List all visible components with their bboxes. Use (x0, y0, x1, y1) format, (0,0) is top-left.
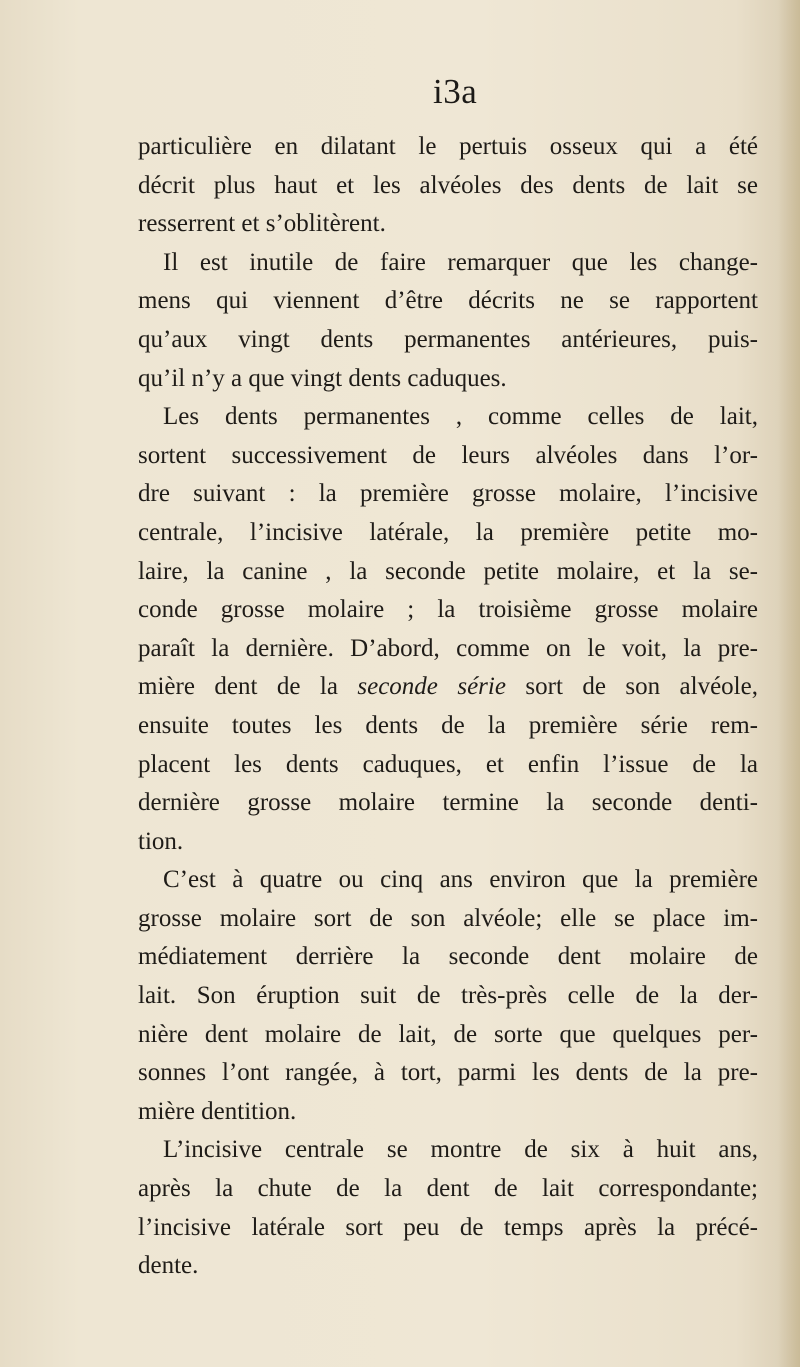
text-line: dente. (138, 1252, 199, 1280)
text-line: ensuite toutes les dents de la première série rem- (138, 711, 758, 739)
paragraph (138, 398, 758, 861)
text-line: tion. (138, 827, 184, 855)
text-line: qu’aux vingt dents permanentes antérieures, puis- (138, 325, 758, 353)
text-line: lait. Son éruption suit de très-près celle de la der- (138, 982, 758, 1010)
text-line: l’incisive latérale sort peu de temps après la précé- (138, 1213, 758, 1241)
body-text (138, 128, 758, 1286)
text-line: centrale, l’incisive latérale, la première petite mo- (138, 518, 758, 546)
text-line: dre suivant : la première grosse molaire, l’incisive (138, 480, 758, 508)
text-line: sortent successivement de leurs alvéoles dans l’or- (138, 441, 758, 469)
text-line: conde grosse molaire ; la troisième grosse molaire (138, 596, 758, 624)
page-edge-shadow (778, 0, 800, 1367)
text-line: mière dentition. (138, 1097, 297, 1125)
text-line: placent les dents caduques, et enfin l’issue de la (138, 750, 758, 778)
text-line: grosse molaire sort de son alvéole; elle se place im- (138, 904, 758, 932)
text-line: paraît la dernière. D’abord, comme on le voit, la pre- (138, 634, 758, 662)
paragraph (138, 128, 758, 244)
text-line: nière dent molaire de lait, de sorte que quelques per- (138, 1020, 758, 1048)
text-line: L’incisive centrale se montre de six à huit ans, (163, 1136, 758, 1164)
text-segment: sort de son alvéole, (505, 673, 758, 701)
text-line: décrit plus haut et les alvéoles des dents de lait se (138, 171, 758, 199)
text-line: médiatement derrière la seconde dent molaire de (138, 943, 758, 971)
text-line: après la chute de la dent de lait correspondante; (138, 1175, 758, 1203)
paragraph (138, 244, 758, 398)
page-number: i3a (433, 72, 478, 111)
text-line-with-italic (138, 668, 758, 707)
paragraph (138, 861, 758, 1131)
text-line: C’est à quatre ou cinq ans environ que la première (163, 866, 758, 894)
text-line: mens qui viennent d’être décrits ne se rapportent (138, 287, 758, 315)
text-line: resserrent et s’oblitèrent. (138, 210, 386, 238)
italic-phrase: seconde série (357, 673, 506, 701)
text-segment: mière dent de la (138, 673, 358, 701)
text-line: laire, la canine , la seconde petite molaire, et la se- (138, 557, 758, 585)
text-line: Les dents permanentes , comme celles de lait, (163, 403, 758, 431)
text-line: sonnes l’ont rangée, à tort, parmi les dents de la pre- (138, 1059, 758, 1087)
text-line: dernière grosse molaire termine la seconde denti- (138, 789, 758, 817)
text-line: qu’il n’y a que vingt dents caduques. (138, 364, 507, 392)
paragraph (138, 1131, 758, 1285)
text-line: particulière en dilatant le pertuis osseux qui a été (138, 133, 758, 160)
text-line: Il est inutile de faire remarquer que les change- (163, 248, 758, 276)
